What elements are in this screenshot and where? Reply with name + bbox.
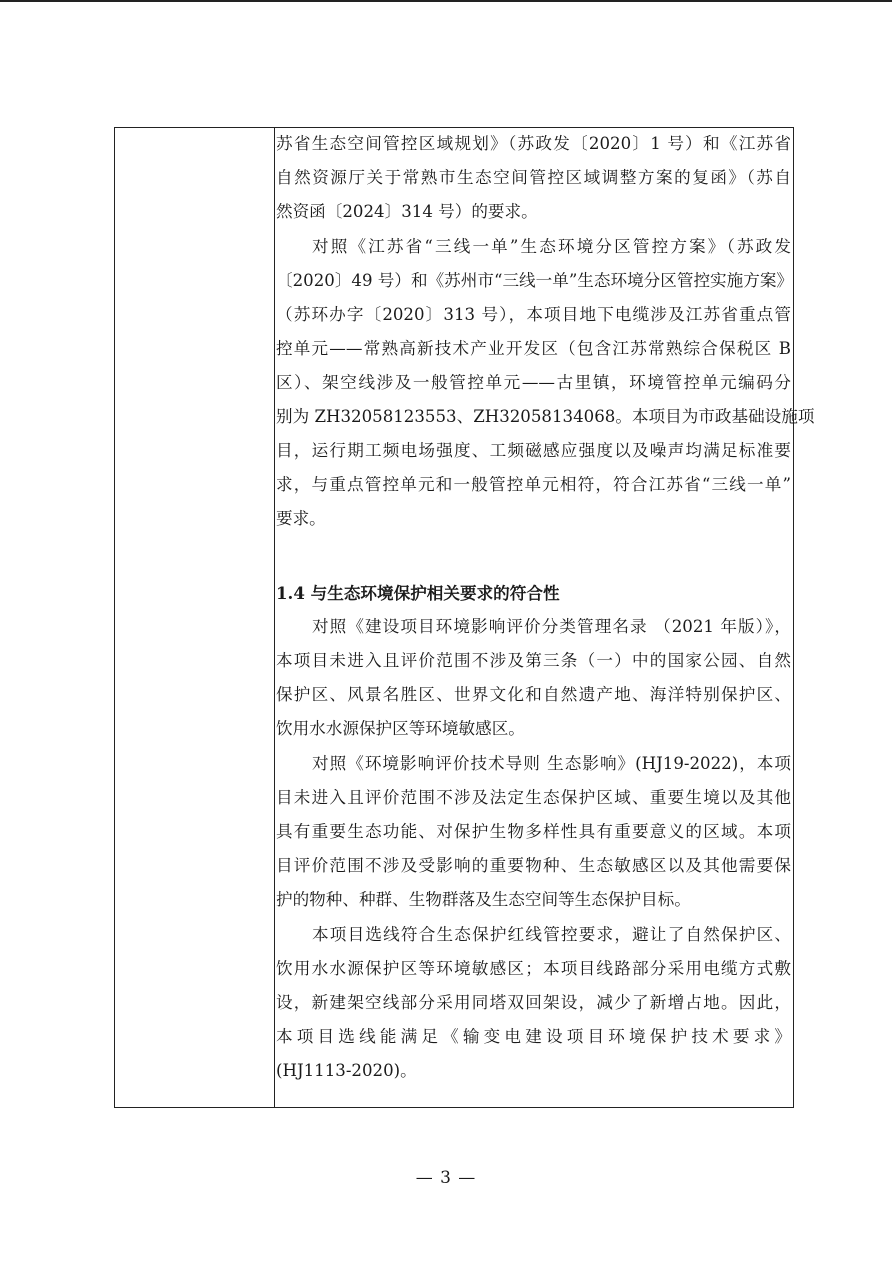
text-line: 然资函〔2024〕314 号）的要求。	[276, 202, 538, 221]
text-line: 设，新建架空线部分采用同塔双回架设，减少了新增占地。因此，	[276, 993, 791, 1012]
column-divider	[274, 128, 275, 1107]
text-line: 要求。	[276, 509, 326, 528]
text-line: 目评价范围不涉及受影响的重要物种、生态敏感区以及其他需要保	[276, 856, 791, 875]
text-line: 保护区、风景名胜区、世界文化和自然遗产地、海洋特别保护区、	[276, 685, 791, 704]
text-line: 控单元——常熟高新技术产业开发区（包含江苏常熟综合保税区 B	[276, 339, 791, 358]
text-line: 求，与重点管控单元和一般管控单元相符，符合江苏省“三线一单”	[276, 475, 791, 494]
text-line: 本项目选线能满足《输变电建设项目环境保护技术要求》	[276, 1027, 791, 1046]
section-heading: 1.4 与生态环境保护相关要求的符合性	[276, 583, 560, 603]
text-line: 饮用水水源保护区等环境敏感区；本项目线路部分采用电缆方式敷	[276, 959, 791, 978]
text-line: 对照《建设项目环境影响评价分类管理名录 （2021 年版）》，	[312, 617, 791, 636]
text-line: 本项目未进入且评价范围不涉及第三条（一）中的国家公园、自然	[276, 651, 791, 670]
text-line: 目，运行期工频电场强度、工频磁感应强度以及噪声均满足标准要	[276, 441, 791, 460]
text-line: 对照《江苏省“三线一单”生态环境分区管控方案》（苏政发	[312, 237, 791, 256]
text-line: 别为 ZH32058123553、ZH32058134068。本项目为市政基础设施项	[276, 407, 815, 426]
text-line: 〔2020〕49 号）和《苏州市“三线一单”生态环境分区管控实施方案》	[276, 271, 794, 290]
content-cell	[276, 128, 815, 1107]
page-number: — 3 —	[415, 1168, 477, 1188]
text-line: 饮用水水源保护区等环境敏感区。	[276, 719, 525, 738]
text-line: 自然资源厅关于常熟市生态空间管控区域调整方案的复函》（苏自	[276, 168, 791, 187]
text-line: 目未进入且评价范围不涉及法定生态保护区域、重要生境以及其他	[276, 788, 791, 807]
text-line: 区）、架空线涉及一般管控单元——古里镇，环境管控单元编码分	[276, 373, 791, 392]
text-line: 具有重要生态功能、对保护生物多样性具有重要意义的区域。本项	[276, 822, 791, 841]
text-line: 本项目选线符合生态保护红线管控要求，避让了自然保护区、	[312, 925, 791, 944]
text-line: （苏环办字〔2020〕313 号），本项目地下电缆涉及江苏省重点管	[276, 305, 791, 324]
text-line: 护的物种、种群、生物群落及生态空间等生态保护目标。	[276, 890, 691, 909]
text-line: 对照《环境影响评价技术导则 生态影响》(HJ19-2022)，本项	[312, 754, 791, 773]
top-border-rule	[0, 0, 892, 2]
text-line: (HJ1113-2020)。	[276, 1061, 417, 1080]
text-line: 苏省生态空间管控区域规划》（苏政发〔2020〕1 号）和《江苏省	[276, 134, 791, 153]
document-table	[114, 127, 815, 1108]
